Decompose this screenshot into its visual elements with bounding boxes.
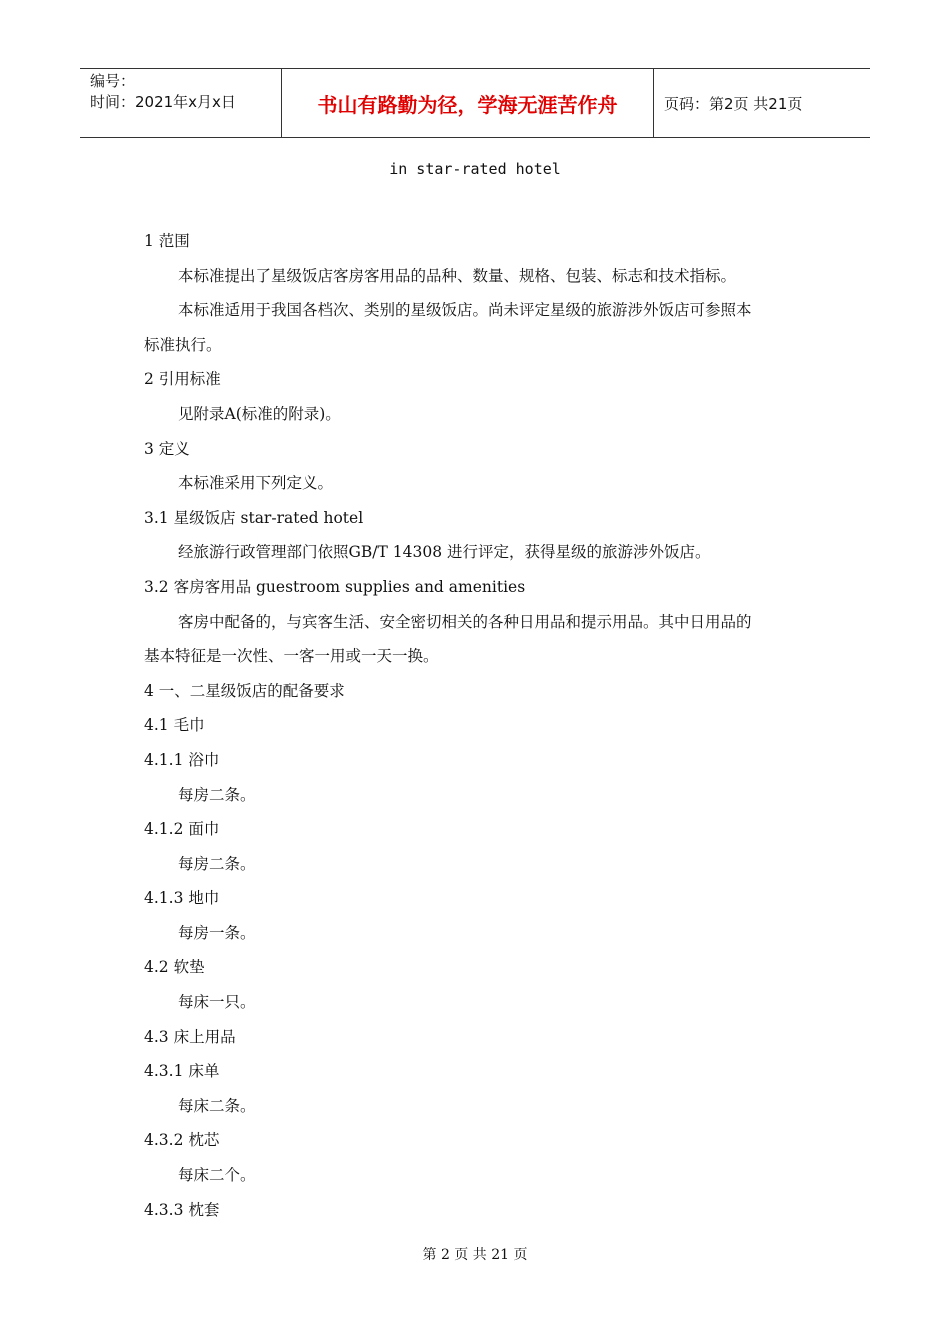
body-paragraph: 每床二条。 bbox=[178, 1096, 256, 1115]
section-heading: 标准执行。 bbox=[144, 335, 222, 354]
section-heading: 3.2 客房客用品 guestroom supplies and amenities bbox=[144, 577, 526, 596]
section-heading: 1 范围 bbox=[144, 232, 190, 250]
page-footer: 第 2 页 共 21 页 bbox=[422, 1247, 528, 1263]
section-heading: 3 定义 bbox=[144, 439, 190, 458]
body-paragraph: 每房二条。 bbox=[178, 785, 256, 804]
body-paragraph: 每房一条。 bbox=[178, 923, 256, 942]
body-paragraph: 本标准适用于我国各档次、类别的星级饭店。尚未评定星级的旅游涉外饭店可参照本 bbox=[178, 301, 752, 320]
body-paragraph: 见附录A(标准的附录)。 bbox=[178, 404, 341, 423]
section-heading: 4.3.1 床单 bbox=[144, 1062, 220, 1081]
header-meta bbox=[80, 69, 281, 137]
body-paragraph: 每床二个。 bbox=[178, 1166, 256, 1185]
section-heading: 3.1 星级饭店 star-rated hotel bbox=[144, 508, 364, 527]
header-motto: 书山有路勤为径，学海无涯苦作舟 bbox=[281, 69, 654, 137]
page-header bbox=[80, 68, 870, 138]
section-heading: 4.2 软垫 bbox=[144, 958, 205, 977]
section-heading: 4.3.3 枕套 bbox=[144, 1200, 220, 1219]
section-heading: 4.1 毛巾 bbox=[144, 716, 205, 735]
section-heading: 4.1.1 浴巾 bbox=[144, 750, 220, 769]
section-heading: 4.1.2 面巾 bbox=[144, 820, 220, 839]
section-heading: 4.1.3 地巾 bbox=[144, 889, 220, 908]
section-heading: 2 引用标准 bbox=[144, 370, 221, 389]
body-paragraph: 客房中配备的，与宾客生活、安全密切相关的各种日用品和提示用品。其中日用品的 bbox=[178, 612, 752, 631]
body-paragraph: 每床一只。 bbox=[178, 993, 256, 1012]
header-page-label: 页码：第2页 共21页 bbox=[664, 94, 803, 113]
document-subtitle: in star-rated hotel bbox=[389, 160, 561, 178]
body-paragraph: 本标准采用下列定义。 bbox=[178, 474, 334, 493]
body-paragraph: 每房二条。 bbox=[178, 854, 256, 873]
section-heading: 4 一、二星级饭店的配备要求 bbox=[144, 681, 345, 700]
section-heading: 基本特征是一次性、一客一用或一天一换。 bbox=[144, 647, 439, 666]
body-paragraph: 本标准提出了星级饭店客房客用品的品种、数量、规格、包装、标志和技术指标。 bbox=[178, 266, 737, 285]
document-body bbox=[144, 224, 804, 1227]
number-label: 编号： bbox=[90, 72, 136, 90]
section-heading: 4.3.2 枕芯 bbox=[144, 1131, 220, 1150]
section-heading: 4.3 床上用品 bbox=[144, 1027, 236, 1046]
body-paragraph: 经旅游行政管理部门依照GB/T 14308 进行评定，获得星级的旅游涉外饭店。 bbox=[178, 543, 711, 562]
date-label: 时间：2021年x月x日 bbox=[90, 93, 236, 111]
